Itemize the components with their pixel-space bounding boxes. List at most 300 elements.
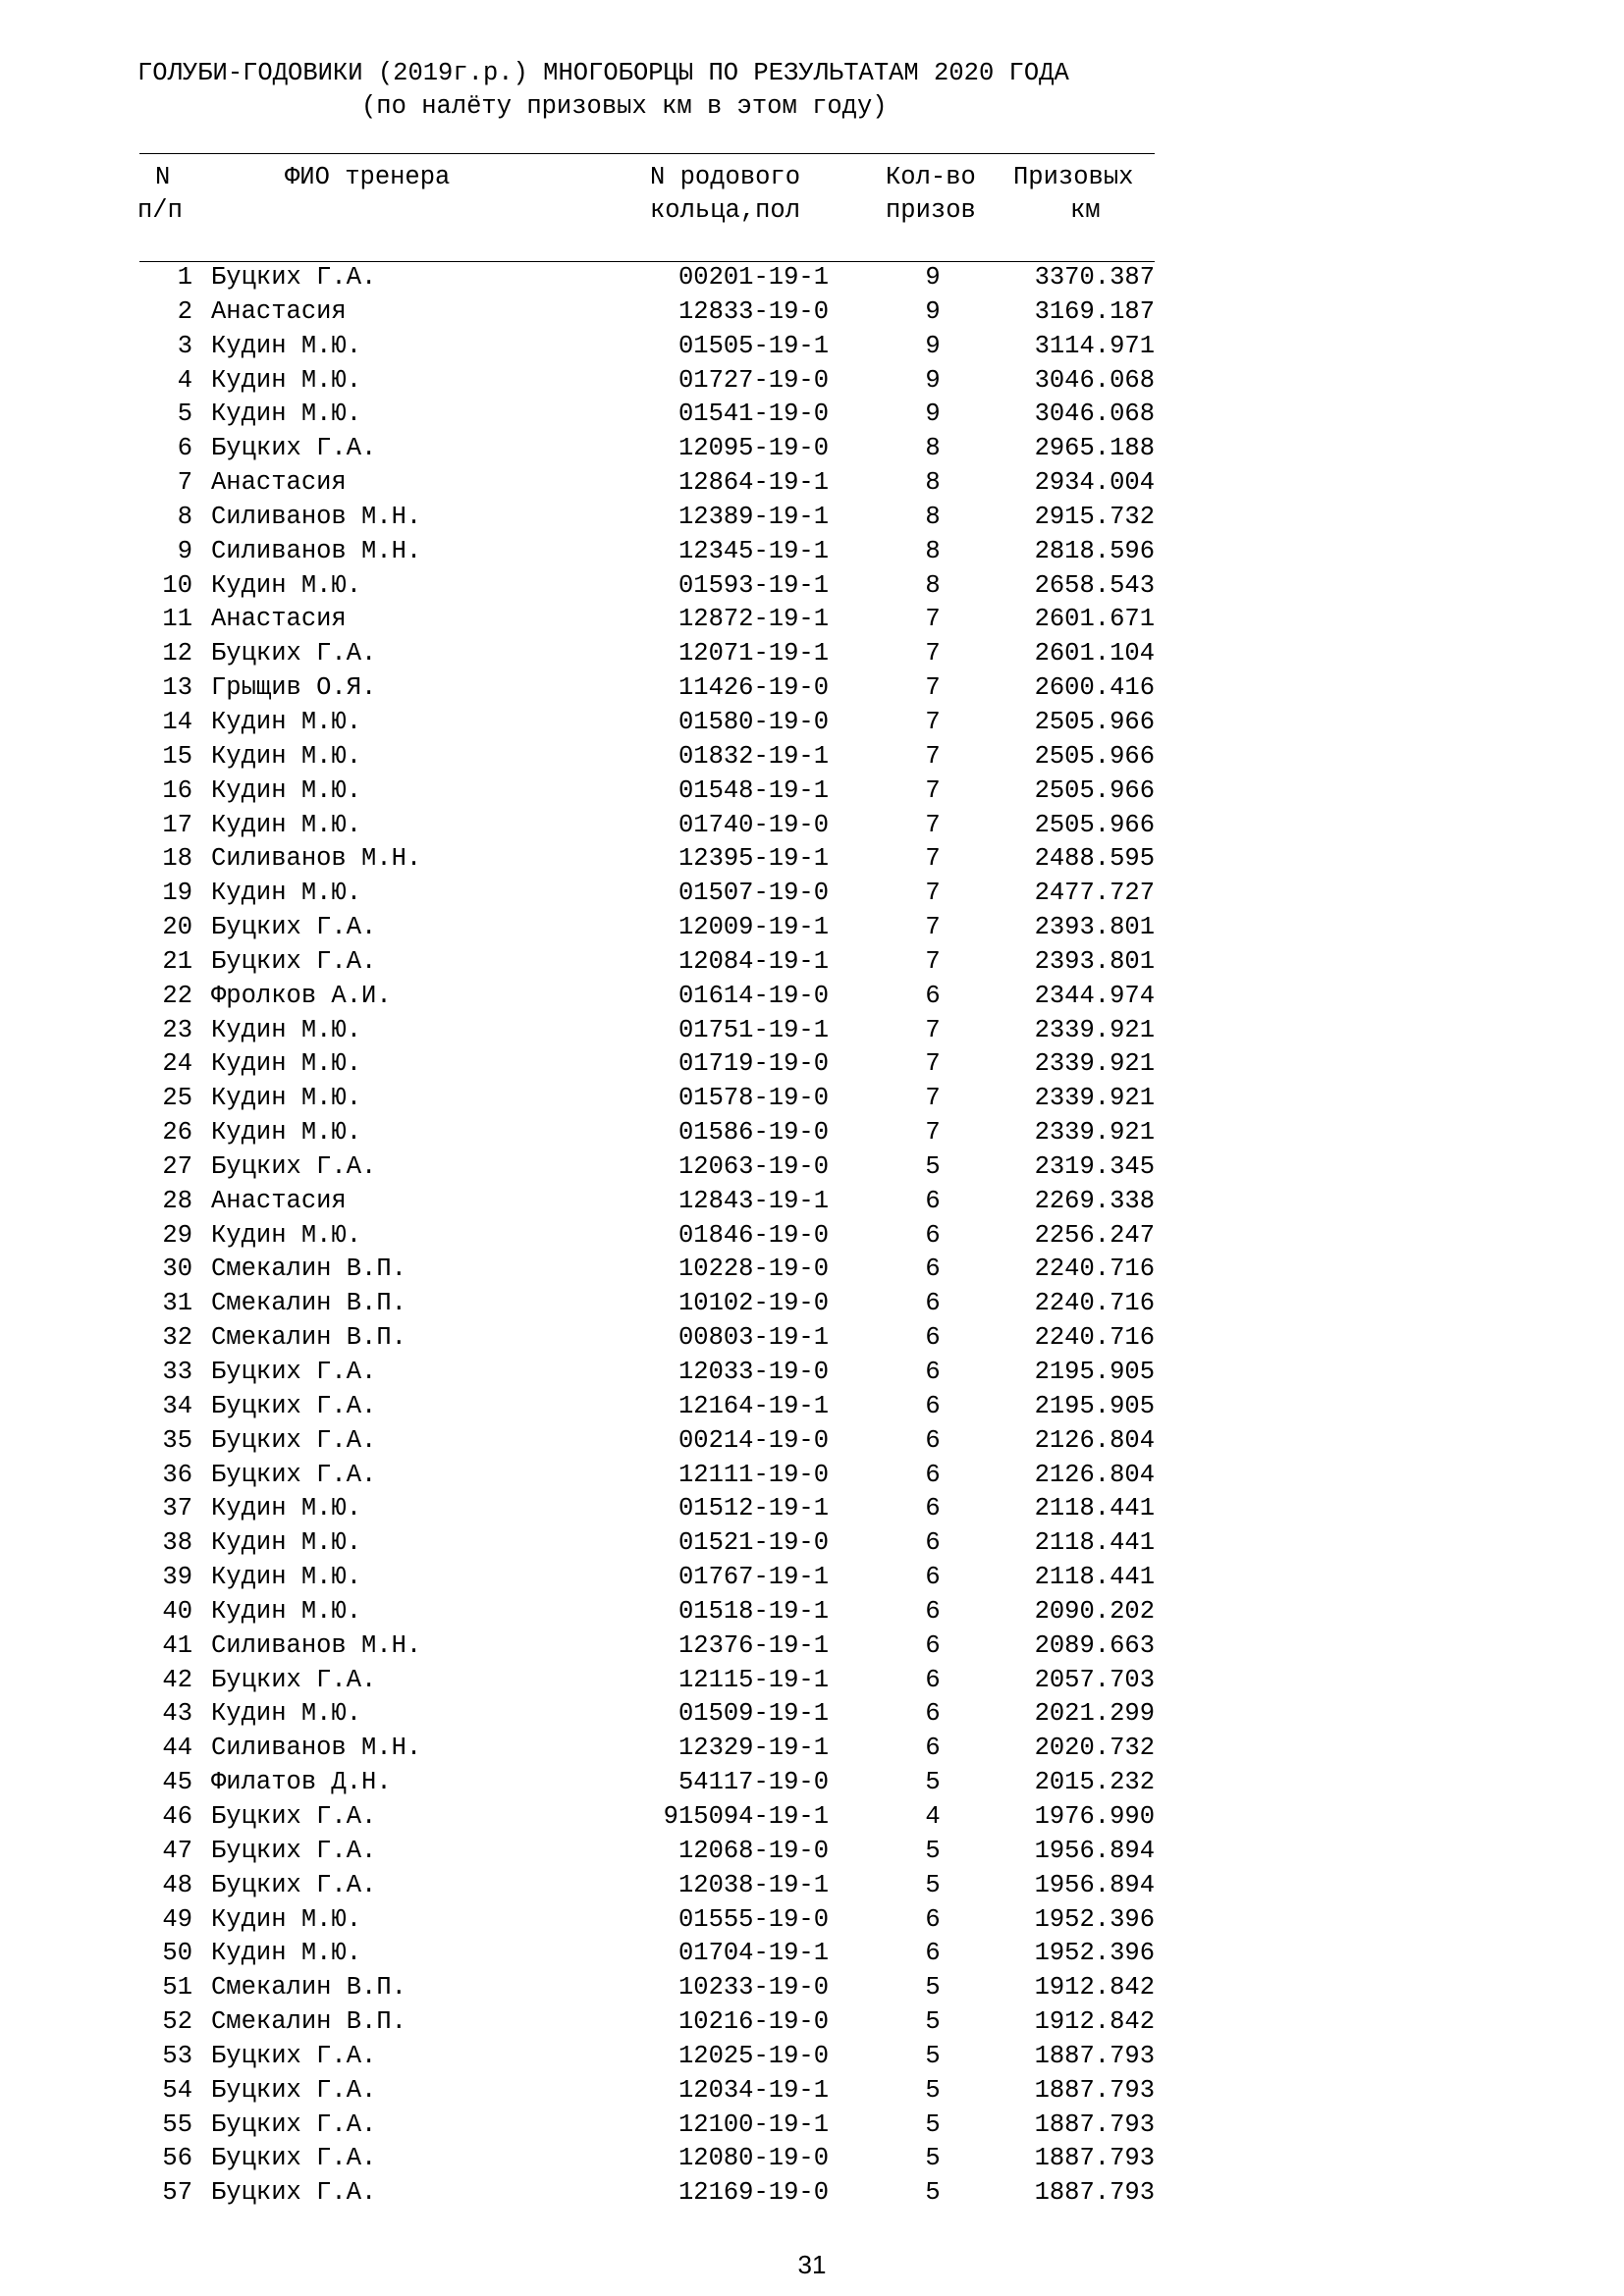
trainer-name: Буцких Г.А. <box>211 946 377 976</box>
row-number: 13 <box>162 673 192 703</box>
table-row <box>0 1321 1624 1356</box>
ring-number: 12025-19-0 <box>677 2041 829 2070</box>
ring-number: 915094-19-1 <box>663 1801 829 1831</box>
ring-number: 01751-19-1 <box>677 1015 829 1044</box>
prize-count: 5 <box>925 1973 941 2002</box>
ring-number: 01509-19-1 <box>677 1699 829 1729</box>
row-number: 7 <box>177 468 192 498</box>
prize-km: 3046.068 <box>1034 365 1155 395</box>
col-km-line1: Призовых <box>1013 163 1134 191</box>
ring-number: 10228-19-0 <box>677 1255 829 1284</box>
prize-count: 6 <box>925 1630 941 1660</box>
table-row <box>0 2176 1624 2211</box>
ring-number: 01846-19-0 <box>677 1220 829 1250</box>
trainer-name: Кудин М.Ю. <box>211 1699 362 1729</box>
table-row <box>0 1800 1624 1835</box>
prize-count: 7 <box>925 1015 941 1044</box>
prize-count: 6 <box>925 1186 941 1215</box>
col-ring-line1: N родового <box>650 163 801 191</box>
prize-count: 6 <box>925 1289 941 1318</box>
table-row <box>0 603 1624 637</box>
prize-count: 6 <box>925 981 941 1010</box>
prize-km: 2339.921 <box>1034 1015 1155 1044</box>
prize-count: 6 <box>925 1220 941 1250</box>
table-row <box>0 432 1624 466</box>
trainer-name: Смекалин В.П. <box>211 1289 406 1318</box>
prize-count: 8 <box>925 468 941 498</box>
prize-km: 2015.232 <box>1034 1768 1155 1797</box>
prize-km: 2339.921 <box>1034 1049 1155 1079</box>
col-num-line1: N <box>155 163 171 191</box>
header-top-rule <box>139 153 1155 154</box>
prize-count: 5 <box>925 2007 941 2037</box>
prize-km: 2339.921 <box>1034 1118 1155 1148</box>
table-row <box>0 569 1624 604</box>
ring-number: 12034-19-1 <box>677 2075 829 2105</box>
prize-km: 1887.793 <box>1034 2041 1155 2070</box>
row-number: 9 <box>177 536 192 565</box>
prize-count: 6 <box>925 1904 941 1934</box>
row-number: 50 <box>162 1939 192 1968</box>
prize-count: 9 <box>925 400 941 429</box>
ring-number: 10216-19-0 <box>677 2007 829 2037</box>
ring-number: 12080-19-0 <box>677 2144 829 2173</box>
prize-count: 6 <box>925 1358 941 1386</box>
prize-km: 1956.894 <box>1034 1870 1155 1899</box>
row-number: 21 <box>162 946 192 976</box>
prize-count: 7 <box>925 707 941 736</box>
ring-number: 01586-19-0 <box>677 1118 829 1148</box>
row-number: 18 <box>162 844 192 874</box>
prize-count: 5 <box>925 2075 941 2105</box>
prize-km: 2488.595 <box>1034 844 1155 874</box>
prize-km: 3046.068 <box>1034 400 1155 429</box>
table-row <box>0 911 1624 945</box>
ring-number: 01740-19-0 <box>677 810 829 839</box>
row-number: 56 <box>162 2144 192 2173</box>
table-row <box>0 671 1624 706</box>
table-row <box>0 1697 1624 1732</box>
row-number: 37 <box>162 1494 192 1523</box>
prize-count: 6 <box>925 1563 941 1592</box>
table-row <box>0 364 1624 399</box>
ring-number: 12068-19-0 <box>677 1836 829 1865</box>
page-number: 31 <box>797 2250 827 2279</box>
ring-number: 12864-19-1 <box>677 468 829 498</box>
prize-km: 2505.966 <box>1034 775 1155 805</box>
prize-count: 6 <box>925 1596 941 1626</box>
prize-km: 3114.971 <box>1034 331 1155 360</box>
row-number: 41 <box>162 1630 192 1660</box>
row-number: 53 <box>162 2041 192 2070</box>
trainer-name: Кудин М.Ю. <box>211 400 362 429</box>
trainer-name: Кудин М.Ю. <box>211 810 362 839</box>
table-row <box>0 2109 1624 2143</box>
row-number: 48 <box>162 1870 192 1899</box>
prize-count: 9 <box>925 331 941 360</box>
table-row <box>0 1937 1624 1971</box>
row-number: 44 <box>162 1734 192 1763</box>
table-row <box>0 501 1624 535</box>
row-number: 24 <box>162 1049 192 1079</box>
ring-number: 01704-19-1 <box>677 1939 829 1968</box>
prize-count: 6 <box>925 1323 941 1353</box>
trainer-name: Буцких Г.А. <box>211 1151 377 1181</box>
table-row <box>0 706 1624 740</box>
table-row <box>0 980 1624 1014</box>
table-row <box>0 1390 1624 1424</box>
row-number: 40 <box>162 1596 192 1626</box>
trainer-name: Анастасия <box>211 605 347 634</box>
trainer-name: Кудин М.Ю. <box>211 741 362 771</box>
trainer-name: Кудин М.Ю. <box>211 879 362 908</box>
prize-km: 1952.396 <box>1034 1904 1155 1934</box>
prize-km: 1956.894 <box>1034 1836 1155 1865</box>
trainer-name: Буцких Г.А. <box>211 1665 377 1694</box>
prize-km: 1887.793 <box>1034 2178 1155 2208</box>
row-number: 45 <box>162 1768 192 1797</box>
col-ring-line2: кольца,пол <box>650 196 801 225</box>
prize-km: 2126.804 <box>1034 1460 1155 1489</box>
prize-count: 6 <box>925 1494 941 1523</box>
trainer-name: Кудин М.Ю. <box>211 1015 362 1044</box>
prize-km: 2090.202 <box>1034 1596 1155 1626</box>
table-row <box>0 637 1624 671</box>
ring-number: 01521-19-0 <box>677 1528 829 1558</box>
prize-km: 2505.966 <box>1034 707 1155 736</box>
prize-count: 7 <box>925 1084 941 1113</box>
prize-km: 2505.966 <box>1034 741 1155 771</box>
prize-km: 2934.004 <box>1034 468 1155 498</box>
prize-km: 2477.727 <box>1034 879 1155 908</box>
trainer-name: Буцких Г.А. <box>211 1870 377 1899</box>
row-number: 6 <box>177 434 192 463</box>
row-number: 23 <box>162 1015 192 1044</box>
trainer-name: Кудин М.Ю. <box>211 1084 362 1113</box>
col-num-line2: п/п <box>137 196 183 225</box>
prize-km: 2195.905 <box>1034 1358 1155 1386</box>
table-row <box>0 1595 1624 1629</box>
prize-count: 7 <box>925 844 941 874</box>
ring-number: 12329-19-1 <box>677 1734 829 1763</box>
ring-number: 01727-19-0 <box>677 365 829 395</box>
row-number: 47 <box>162 1836 192 1865</box>
prize-km: 2118.441 <box>1034 1528 1155 1558</box>
trainer-name: Грыщив О.Я. <box>211 673 377 703</box>
table-row <box>0 535 1624 569</box>
prize-count: 9 <box>925 296 941 326</box>
prize-count: 7 <box>925 741 941 771</box>
title-line-1: ГОЛУБИ-ГОДОВИКИ (2019г.р.) МНОГОБОРЦЫ ПО РЕЗУЛЬТАТАМ 2020 ГОДА <box>137 59 1069 87</box>
row-number: 14 <box>162 707 192 736</box>
prize-km: 2269.338 <box>1034 1186 1155 1215</box>
row-number: 33 <box>162 1358 192 1386</box>
row-number: 34 <box>162 1391 192 1420</box>
row-number: 36 <box>162 1460 192 1489</box>
prize-km: 2118.441 <box>1034 1494 1155 1523</box>
ring-number: 01580-19-0 <box>677 707 829 736</box>
prize-count: 6 <box>925 1665 941 1694</box>
prize-km: 2658.543 <box>1034 570 1155 600</box>
ring-number: 12872-19-1 <box>677 605 829 634</box>
ring-number: 12038-19-1 <box>677 1870 829 1899</box>
prize-count: 5 <box>925 2144 941 2173</box>
ring-number: 10233-19-0 <box>677 1973 829 2002</box>
row-number: 16 <box>162 775 192 805</box>
prize-km: 1976.990 <box>1034 1801 1155 1831</box>
prize-count: 6 <box>925 1391 941 1420</box>
trainer-name: Силиванов М.Н. <box>211 536 422 565</box>
document-title <box>137 57 1069 124</box>
prize-count: 7 <box>925 913 941 942</box>
prize-count: 9 <box>925 263 941 292</box>
trainer-name: Силиванов М.Н. <box>211 844 422 874</box>
ring-number: 12071-19-1 <box>677 639 829 668</box>
row-number: 20 <box>162 913 192 942</box>
prize-km: 1887.793 <box>1034 2109 1155 2139</box>
prize-count: 7 <box>925 605 941 634</box>
table-row <box>0 1150 1624 1185</box>
trainer-name: Анастасия <box>211 468 347 498</box>
prize-km: 2601.104 <box>1034 639 1155 668</box>
table-row <box>0 1014 1624 1048</box>
prize-km: 2601.671 <box>1034 605 1155 634</box>
trainer-name: Фролков А.И. <box>211 981 392 1010</box>
table-row <box>0 1219 1624 1254</box>
table-row <box>0 1459 1624 1493</box>
prize-count: 7 <box>925 639 941 668</box>
trainer-name: Кудин М.Ю. <box>211 365 362 395</box>
prize-km: 2344.974 <box>1034 981 1155 1010</box>
ring-number: 12084-19-1 <box>677 946 829 976</box>
row-number: 1 <box>177 263 192 292</box>
ring-number: 01578-19-0 <box>677 1084 829 1113</box>
prize-km: 2240.716 <box>1034 1255 1155 1284</box>
row-number: 49 <box>162 1904 192 1934</box>
table-row <box>0 842 1624 877</box>
row-number: 32 <box>162 1323 192 1353</box>
prize-km: 2915.732 <box>1034 502 1155 531</box>
ring-number: 12111-19-0 <box>677 1460 829 1489</box>
ring-number: 01505-19-1 <box>677 331 829 360</box>
table-row <box>0 1664 1624 1698</box>
trainer-name: Буцких Г.А. <box>211 639 377 668</box>
trainer-name: Буцких Г.А. <box>211 913 377 942</box>
table-row <box>0 1869 1624 1903</box>
ring-number: 12100-19-1 <box>677 2109 829 2139</box>
trainer-name: Анастасия <box>211 1186 347 1215</box>
prize-km: 1887.793 <box>1034 2144 1155 2173</box>
table-row <box>0 1903 1624 1938</box>
row-number: 43 <box>162 1699 192 1729</box>
trainer-name: Буцких Г.А. <box>211 1358 377 1386</box>
row-number: 29 <box>162 1220 192 1250</box>
prize-count: 5 <box>925 1836 941 1865</box>
table-row <box>0 1082 1624 1116</box>
ring-number: 01767-19-1 <box>677 1563 829 1592</box>
table-row <box>0 877 1624 911</box>
prize-km: 2965.188 <box>1034 434 1155 463</box>
row-number: 4 <box>177 365 192 395</box>
prize-km: 2240.716 <box>1034 1323 1155 1353</box>
row-number: 55 <box>162 2109 192 2139</box>
ring-number: 10102-19-0 <box>677 1289 829 1318</box>
table-row <box>0 2005 1624 2040</box>
prize-count: 9 <box>925 365 941 395</box>
table-row <box>0 398 1624 432</box>
ring-number: 12345-19-1 <box>677 536 829 565</box>
table-row <box>0 1287 1624 1321</box>
prize-km: 1952.396 <box>1034 1939 1155 1968</box>
trainer-name: Кудин М.Ю. <box>211 1596 362 1626</box>
trainer-name: Буцких Г.А. <box>211 2109 377 2139</box>
row-number: 51 <box>162 1973 192 2002</box>
ring-number: 00803-19-1 <box>677 1323 829 1353</box>
row-number: 26 <box>162 1118 192 1148</box>
ring-number: 12169-19-0 <box>677 2178 829 2208</box>
ring-number: 12843-19-1 <box>677 1186 829 1215</box>
trainer-name: Кудин М.Ю. <box>211 1528 362 1558</box>
prize-count: 8 <box>925 434 941 463</box>
prize-count: 6 <box>925 1528 941 1558</box>
row-number: 35 <box>162 1425 192 1455</box>
ring-number: 01719-19-0 <box>677 1049 829 1079</box>
trainer-name: Смекалин В.П. <box>211 2007 406 2037</box>
prize-count: 7 <box>925 775 941 805</box>
prize-count: 6 <box>925 1699 941 1729</box>
row-number: 8 <box>177 502 192 531</box>
prize-count: 7 <box>925 673 941 703</box>
prize-km: 2505.966 <box>1034 810 1155 839</box>
trainer-name: Буцких Г.А. <box>211 2144 377 2173</box>
trainer-name: Буцких Г.А. <box>211 1801 377 1831</box>
prize-count: 8 <box>925 570 941 600</box>
ring-number: 12164-19-1 <box>677 1391 829 1420</box>
prize-count: 6 <box>925 1734 941 1763</box>
ring-number: 12095-19-0 <box>677 434 829 463</box>
trainer-name: Кудин М.Ю. <box>211 707 362 736</box>
row-number: 39 <box>162 1563 192 1592</box>
row-number: 38 <box>162 1528 192 1558</box>
table-row <box>0 2142 1624 2176</box>
row-number: 15 <box>162 741 192 771</box>
prize-count: 5 <box>925 1151 941 1181</box>
prize-km: 1912.842 <box>1034 2007 1155 2037</box>
prize-km: 2126.804 <box>1034 1425 1155 1455</box>
row-number: 31 <box>162 1289 192 1318</box>
trainer-name: Кудин М.Ю. <box>211 570 362 600</box>
row-number: 22 <box>162 981 192 1010</box>
table-row <box>0 1116 1624 1150</box>
row-number: 57 <box>162 2178 192 2208</box>
trainer-name: Буцких Г.А. <box>211 1425 377 1455</box>
ring-number: 12033-19-0 <box>677 1358 829 1386</box>
prize-km: 2256.247 <box>1034 1220 1155 1250</box>
trainer-name: Буцких Г.А. <box>211 2075 377 2105</box>
trainer-name: Филатов Д.Н. <box>211 1768 392 1797</box>
prize-km: 3370.387 <box>1034 263 1155 292</box>
ring-number: 12063-19-0 <box>677 1151 829 1181</box>
title-line-2: (по налёту призовых км в этом году) <box>361 92 888 121</box>
prize-count: 5 <box>925 2041 941 2070</box>
trainer-name: Кудин М.Ю. <box>211 1563 362 1592</box>
table-row <box>0 809 1624 843</box>
ring-number: 01832-19-1 <box>677 741 829 771</box>
table-row <box>0 1185 1624 1219</box>
prize-km: 2195.905 <box>1034 1391 1155 1420</box>
ring-number: 11426-19-0 <box>677 673 829 703</box>
trainer-name: Буцких Г.А. <box>211 2178 377 2208</box>
ring-number: 12376-19-1 <box>677 1630 829 1660</box>
trainer-name: Буцких Г.А. <box>211 1460 377 1489</box>
table-row <box>0 1047 1624 1082</box>
prize-km: 2319.345 <box>1034 1151 1155 1181</box>
table-row <box>0 740 1624 774</box>
ring-number: 12389-19-1 <box>677 502 829 531</box>
trainer-name: Смекалин В.П. <box>211 1973 406 2002</box>
prize-km: 3169.187 <box>1034 296 1155 326</box>
prize-count: 7 <box>925 810 941 839</box>
table-row <box>0 2040 1624 2074</box>
trainer-name: Буцких Г.А. <box>211 434 377 463</box>
ring-number: 01541-19-0 <box>677 400 829 429</box>
prize-km: 2818.596 <box>1034 536 1155 565</box>
trainer-name: Буцких Г.А. <box>211 2041 377 2070</box>
row-number: 11 <box>162 605 192 634</box>
table-row <box>0 1424 1624 1459</box>
row-number: 12 <box>162 639 192 668</box>
row-number: 54 <box>162 2075 192 2105</box>
ring-number: 54117-19-0 <box>677 1768 829 1797</box>
col-name-header: ФИО тренера <box>285 163 451 191</box>
results-table-body <box>0 261 1624 2211</box>
ring-number: 12833-19-0 <box>677 296 829 326</box>
row-number: 10 <box>162 570 192 600</box>
table-row <box>0 1526 1624 1561</box>
prize-count: 4 <box>925 1801 941 1831</box>
trainer-name: Кудин М.Ю. <box>211 1049 362 1079</box>
trainer-name: Кудин М.Ю. <box>211 1220 362 1250</box>
table-row <box>0 1356 1624 1390</box>
prize-count: 8 <box>925 536 941 565</box>
col-prizes-line1: Кол-во <box>886 163 976 191</box>
ring-number: 01512-19-1 <box>677 1494 829 1523</box>
row-number: 42 <box>162 1665 192 1694</box>
prize-count: 5 <box>925 2178 941 2208</box>
ring-number: 00201-19-1 <box>677 263 829 292</box>
col-prizes-line2: призов <box>886 196 976 225</box>
trainer-name: Силиванов М.Н. <box>211 502 422 531</box>
ring-number: 01518-19-1 <box>677 1596 829 1626</box>
table-row <box>0 1971 1624 2005</box>
prize-km: 2600.416 <box>1034 673 1155 703</box>
table-row <box>0 1492 1624 1526</box>
ring-number: 01548-19-1 <box>677 775 829 805</box>
table-row <box>0 295 1624 330</box>
ring-number: 01555-19-0 <box>677 1904 829 1934</box>
prize-count: 7 <box>925 946 941 976</box>
prize-count: 7 <box>925 1049 941 1079</box>
prize-count: 7 <box>925 1118 941 1148</box>
table-row <box>0 1732 1624 1766</box>
row-number: 3 <box>177 331 192 360</box>
table-row <box>0 1766 1624 1800</box>
prize-km: 2393.801 <box>1034 946 1155 976</box>
prize-count: 6 <box>925 1425 941 1455</box>
trainer-name: Кудин М.Ю. <box>211 1904 362 1934</box>
prize-km: 2020.732 <box>1034 1734 1155 1763</box>
prize-count: 6 <box>925 1460 941 1489</box>
